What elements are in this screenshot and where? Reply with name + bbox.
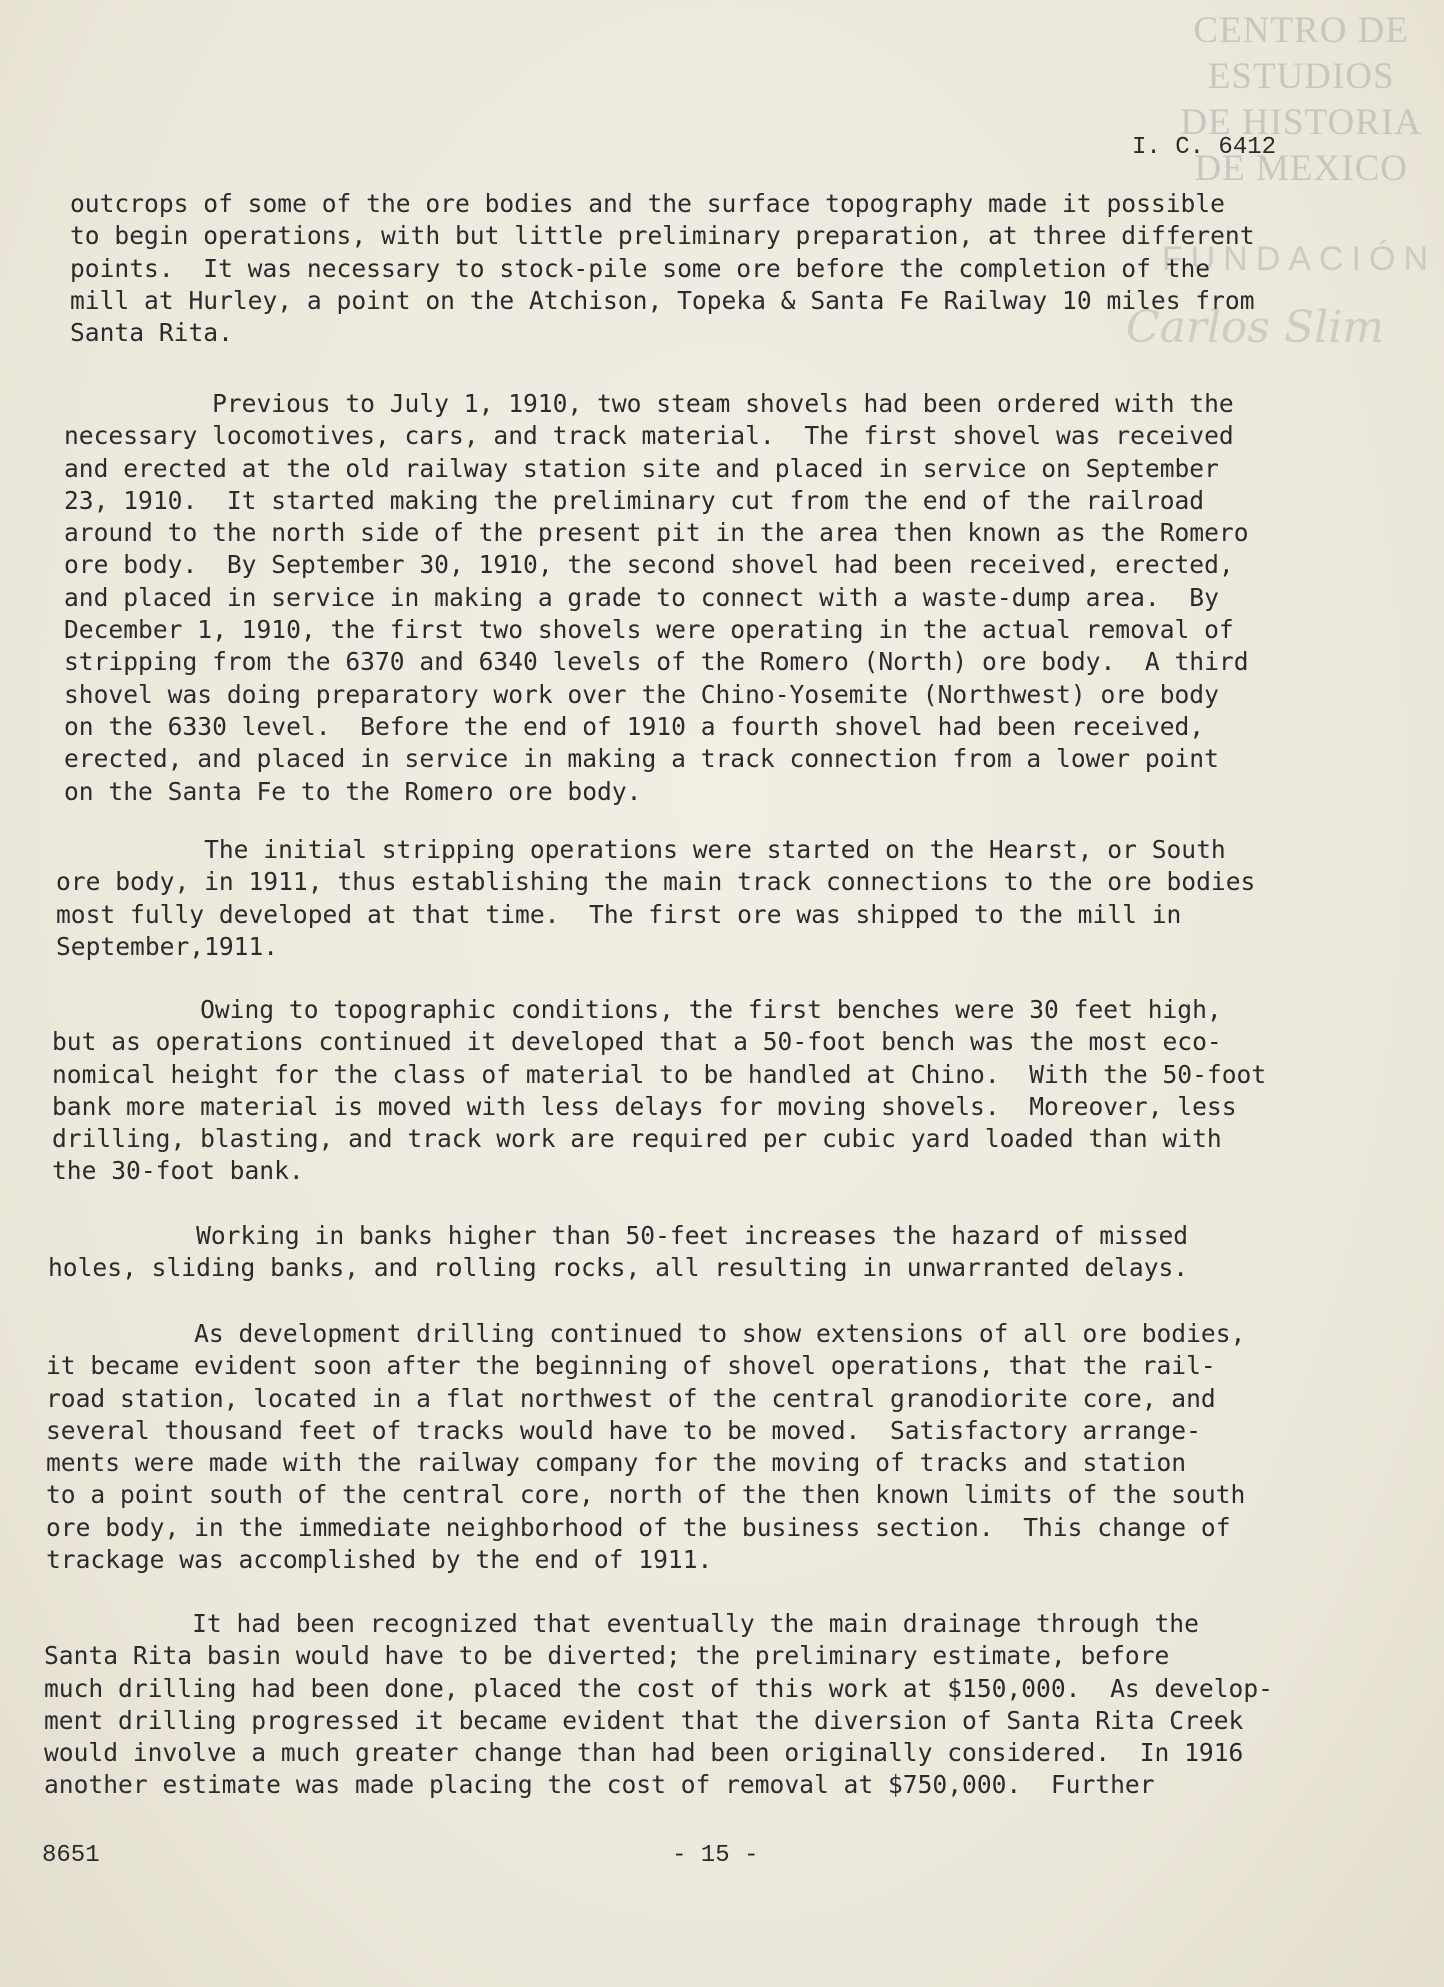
archive-watermark bbox=[1180, 8, 1422, 192]
text-line: and erected at the old railway station site and placed in service on September bbox=[64, 453, 1219, 483]
watermark-line: ESTUDIOS bbox=[1207, 56, 1395, 97]
text-line: ment drilling progressed it became evident that the diversion of Santa Rita Creek bbox=[44, 1705, 1244, 1735]
paragraph-3 bbox=[56, 834, 1255, 963]
watermark-line: DE HISTORIA bbox=[1180, 102, 1422, 143]
text-line: erected, and placed in service in making a track connection from a lower point bbox=[64, 744, 1219, 774]
text-line: outcrops of some of the ore bodies and the surface topography made it possible bbox=[70, 189, 1225, 218]
text-line: another estimate was made placing the cost of removal at $750,000. Further bbox=[44, 1770, 1155, 1800]
text-line: Previous to July 1, 1910, two steam shovels had been ordered with the bbox=[64, 389, 1234, 418]
text-line: necessary locomotives, cars, and track material. The first shovel was received bbox=[64, 421, 1234, 451]
text-line: on the Santa Fe to the Romero ore body. bbox=[64, 776, 642, 806]
text-line: road station, located in a flat northwest of the central granodiorite core, and bbox=[46, 1383, 1216, 1413]
text-line: the 30-foot bank. bbox=[52, 1156, 304, 1186]
watermark-line: CENTRO DE bbox=[1193, 10, 1409, 51]
text-line: Santa Rita basin would have to be diverted; the preliminary estimate, before bbox=[44, 1641, 1170, 1671]
paragraph-7 bbox=[44, 1608, 1273, 1802]
text-line: ore body, in the immediate neighborhood of the business section. This change of bbox=[46, 1512, 1231, 1542]
text-line: ore body, in 1911, thus establishing the main track connections to the ore bodies bbox=[56, 867, 1256, 897]
text-line: ore body. By September 30, 1910, the second shovel had been received, erected, bbox=[64, 550, 1234, 580]
text-line: to a point south of the central core, north of the then known limits of the south bbox=[46, 1480, 1246, 1510]
text-line: December 1, 1910, the first two shovels were operating in the actual removal of bbox=[64, 615, 1234, 645]
text-line: stripping from the 6370 and 6340 levels of the Romero (North) ore body. A third bbox=[64, 647, 1249, 677]
text-line: most fully developed at that time. The first ore was shipped to the mill in bbox=[56, 899, 1182, 929]
text-line: Working in banks higher than 50-feet increases the hazard of missed bbox=[48, 1221, 1189, 1250]
paragraph-5 bbox=[48, 1220, 1188, 1285]
page-number: - 15 - bbox=[672, 1842, 759, 1869]
text-line: much drilling had been done, placed the cost of this work at $150,000. As develop- bbox=[44, 1673, 1273, 1703]
text-line: mill at Hurley, a point on the Atchison, Topeka & Santa Fe Railway 10 miles from bbox=[70, 285, 1255, 315]
text-line: ments were made with the railway company for the moving of tracks and station bbox=[46, 1448, 1187, 1478]
watermark-line: DE MEXICO bbox=[1194, 148, 1408, 189]
paragraph-2 bbox=[64, 388, 1249, 808]
text-line: The initial stripping operations were started on the Hearst, or South bbox=[56, 835, 1226, 864]
text-line: drilling, blasting, and track work are required per cubic yard loaded than with bbox=[52, 1124, 1222, 1154]
text-line: It had been recognized that eventually the main drainage through the bbox=[44, 1609, 1199, 1638]
text-line: and placed in service in making a grade to connect with a waste-dump area. By bbox=[64, 582, 1219, 612]
paragraph-6 bbox=[46, 1318, 1245, 1576]
text-line: nomical height for the class of material to be handled at Chino. With the 50-foot bbox=[52, 1059, 1267, 1089]
document-number: 8651 bbox=[42, 1842, 100, 1869]
text-line: it became evident soon after the beginning of shovel operations, that the rail- bbox=[46, 1351, 1216, 1381]
text-line: to begin operations, with but little preliminary preparation, at three different bbox=[70, 221, 1255, 251]
text-line: around to the north side of the present pit in the area then known as the Romero bbox=[64, 518, 1249, 548]
text-line: 23, 1910. It started making the preliminary cut from the end of the railroad bbox=[64, 485, 1205, 515]
paragraph-4 bbox=[52, 994, 1266, 1188]
watermark-foundation: FUNDACIÓN bbox=[1161, 240, 1436, 278]
text-line: holes, sliding banks, and rolling rocks, all resulting in unwarranted delays. bbox=[48, 1253, 1189, 1283]
watermark-signature: Carlos Slim bbox=[1125, 302, 1384, 353]
text-line: several thousand feet of tracks would have to be moved. Satisfactory arrange- bbox=[46, 1415, 1201, 1445]
text-line: but as operations continued it developed that a 50-foot bench was the most eco- bbox=[52, 1027, 1222, 1057]
text-line: on the 6330 level. Before the end of 1910 a fourth shovel had been received, bbox=[64, 711, 1205, 741]
text-line: Owing to topographic conditions, the first benches were 30 feet high, bbox=[52, 995, 1222, 1024]
text-line: shovel was doing preparatory work over the Chino-Yosemite (Northwest) ore body bbox=[64, 679, 1219, 709]
paragraph-1 bbox=[70, 188, 1255, 349]
text-line: would involve a much greater change than had been originally considered. In 1916 bbox=[44, 1738, 1244, 1768]
text-line: trackage was accomplished by the end of 1911. bbox=[46, 1545, 713, 1575]
text-line: Santa Rita. bbox=[70, 318, 233, 348]
text-line: bank more material is moved with less delays for moving shovels. Moreover, less bbox=[52, 1091, 1237, 1121]
text-line: September,1911. bbox=[56, 931, 279, 961]
document-reference: I. C. 6412 bbox=[1132, 134, 1277, 161]
text-line: As development drilling continued to show extensions of all ore bodies, bbox=[46, 1319, 1246, 1348]
text-line: points. It was necessary to stock-pile some ore before the completion of the bbox=[70, 253, 1211, 283]
